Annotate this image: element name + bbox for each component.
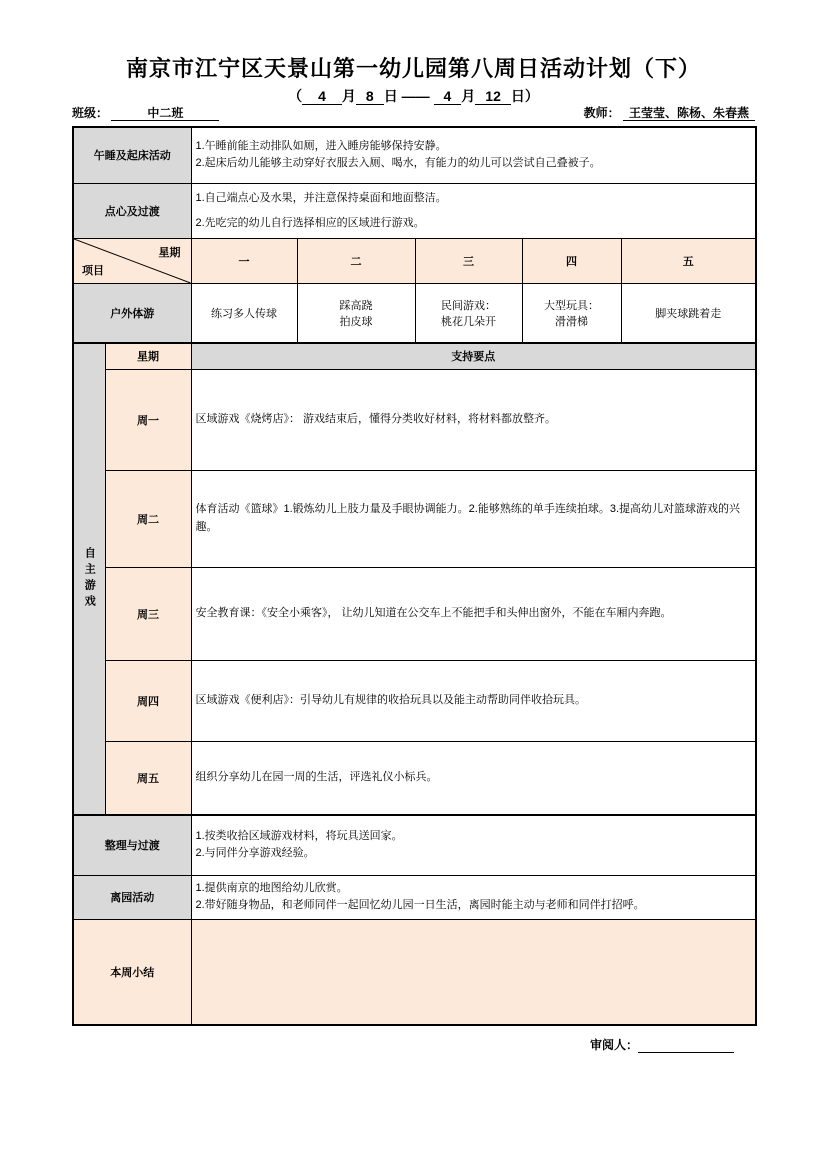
snack-content bbox=[191, 183, 756, 238]
teacher-field bbox=[584, 104, 755, 121]
tidy-content bbox=[191, 815, 756, 875]
tidy-label: 整理与过渡 bbox=[73, 815, 191, 875]
row-autonomous-thu bbox=[73, 660, 756, 741]
row-leave bbox=[73, 875, 756, 919]
class-label: 班级： bbox=[72, 106, 109, 120]
outdoor-mon-line1: 练习多人传球 bbox=[211, 307, 277, 320]
day-header-wed: 三 bbox=[415, 238, 522, 283]
nap-label: 午睡及起床活动 bbox=[73, 127, 191, 183]
day-header-fri: 五 bbox=[621, 238, 756, 283]
autonomous-side-label: 自主游戏 bbox=[73, 343, 105, 815]
outdoor-fri-line1: 脚夹球跳着走 bbox=[655, 307, 722, 320]
outdoor-thu-line2: 滑滑梯 bbox=[555, 315, 588, 328]
leave-content bbox=[191, 875, 756, 919]
autonomous-mon-text: 区域游戏《烧烤店》： 游戏结束后，懂得分类收好材料，将材料都放整齐。 bbox=[191, 369, 756, 470]
date-open: （ bbox=[288, 88, 303, 104]
weekly-plan-table bbox=[72, 126, 757, 1026]
date-month2-unit: 月 bbox=[461, 88, 476, 104]
day-header-mon: 一 bbox=[191, 238, 297, 283]
date-day2: 12 bbox=[475, 89, 511, 105]
reviewer-label: 审阅人： bbox=[590, 1038, 639, 1052]
autonomous-week-header: 星期 bbox=[105, 343, 191, 369]
row-autonomous-header bbox=[73, 343, 756, 369]
outdoor-tue bbox=[297, 283, 415, 343]
day-header-thu: 四 bbox=[522, 238, 621, 283]
diagonal-header-cell bbox=[73, 238, 191, 283]
outdoor-wed bbox=[415, 283, 522, 343]
outdoor-tue-line2: 拍皮球 bbox=[339, 315, 373, 328]
autonomous-thu-day: 周四 bbox=[105, 660, 191, 741]
row-autonomous-fri bbox=[73, 741, 756, 815]
autonomous-fri-day: 周五 bbox=[105, 741, 191, 815]
row-nap bbox=[73, 127, 756, 183]
outdoor-fri bbox=[621, 283, 756, 343]
reviewer-signature-line bbox=[638, 1039, 734, 1053]
class-field bbox=[72, 104, 219, 121]
snack-line-2: 2.先吃完的幼儿自行选择相应的区域进行游戏。 bbox=[195, 216, 425, 229]
outdoor-thu bbox=[522, 283, 621, 343]
row-tidy bbox=[73, 815, 756, 875]
corner-label-item: 项目 bbox=[82, 264, 104, 277]
row-autonomous-tue bbox=[73, 470, 756, 567]
outdoor-mon bbox=[191, 283, 297, 343]
leave-line-2: 2.带好随身物品，和老师同伴一起回忆幼儿园一日生活，离园时能主动与老师和同伴打招呼。 bbox=[195, 899, 645, 911]
outdoor-thu-line1: 大型玩具： bbox=[544, 299, 599, 312]
date-month1: 4 bbox=[302, 89, 342, 105]
nap-line-2: 2.起床后幼儿能够主动穿好衣服去入厕、喝水，有能力的幼儿可以尝试自己叠被子。 bbox=[195, 157, 601, 170]
outdoor-wed-line1: 民间游戏： bbox=[441, 299, 496, 312]
date-day2-unit: 日） bbox=[510, 88, 539, 104]
snack-line-1: 1.自己端点心及水果，并注意保持桌面和地面整洁。 bbox=[195, 192, 447, 205]
class-value: 中二班 bbox=[111, 106, 219, 121]
row-outdoor bbox=[73, 283, 756, 343]
date-day1: 8 bbox=[356, 89, 384, 105]
teacher-value: 王莹莹、陈杨、朱春燕 bbox=[623, 106, 755, 121]
nap-content bbox=[191, 127, 756, 183]
day-header-tue: 二 bbox=[297, 238, 415, 283]
leave-label: 离园活动 bbox=[73, 875, 191, 919]
teacher-label: 教师： bbox=[583, 106, 620, 120]
date-range-line bbox=[0, 86, 827, 106]
autonomous-tue-day: 周二 bbox=[105, 470, 191, 567]
nap-line-1: 1.午睡前能主动排队如厕，进入睡房能够保持安静。 bbox=[195, 140, 447, 153]
summary-label: 本周小结 bbox=[73, 919, 191, 1025]
autonomous-thu-text: 区域游戏《便利店》：引导幼儿有规律的收拾玩具以及能主动帮助同伴收拾玩具。 bbox=[191, 660, 756, 741]
outdoor-tue-line1: 踩高跷 bbox=[339, 299, 373, 312]
row-snack bbox=[73, 183, 756, 238]
tidy-line-2: 2.与同伴分享游戏经验。 bbox=[195, 847, 315, 860]
summary-content bbox=[191, 919, 756, 1025]
leave-line-1: 1.提供南京的地图给幼儿欣赏。 bbox=[195, 881, 348, 894]
date-day1-unit: 日 bbox=[383, 88, 398, 104]
outdoor-label: 户外体游 bbox=[73, 283, 191, 343]
meta-row bbox=[72, 104, 755, 121]
date-month1-unit: 月 bbox=[341, 88, 356, 104]
row-matrix-header bbox=[73, 238, 756, 283]
snack-label: 点心及过渡 bbox=[73, 183, 191, 238]
autonomous-mon-day: 周一 bbox=[105, 369, 191, 470]
autonomous-points-header: 支持要点 bbox=[191, 343, 756, 369]
tidy-line-1: 1.按类收拾区域游戏材料，将玩具送回家。 bbox=[195, 830, 403, 843]
date-dash: —— bbox=[401, 88, 430, 104]
autonomous-fri-text: 组织分享幼儿在园一周的生活，评选礼仪小标兵。 bbox=[191, 741, 756, 815]
corner-label-weekday: 星期 bbox=[158, 246, 181, 259]
autonomous-tue-text: 体育活动《篮球》1.锻炼幼儿上肢力量及手眼协调能力。2.能够熟练的单手连续拍球。3.提高幼儿对篮球游戏的兴趣。 bbox=[191, 470, 756, 567]
row-summary bbox=[73, 919, 756, 1025]
row-autonomous-mon bbox=[73, 369, 756, 470]
page-title: 南京市江宁区天景山第一幼儿园第八周日活动计划（下） bbox=[125, 56, 701, 81]
outdoor-wed-line2: 桃花几朵开 bbox=[441, 315, 496, 328]
date-month2: 4 bbox=[434, 89, 462, 105]
row-autonomous-wed bbox=[73, 567, 756, 660]
autonomous-wed-text: 安全教育课：《安全小乘客》， 让幼儿知道在公交车上不能把手和头伸出窗外，不能在车厢内奔跑。 bbox=[191, 567, 756, 660]
autonomous-wed-day: 周三 bbox=[105, 567, 191, 660]
reviewer-line bbox=[590, 1036, 734, 1053]
